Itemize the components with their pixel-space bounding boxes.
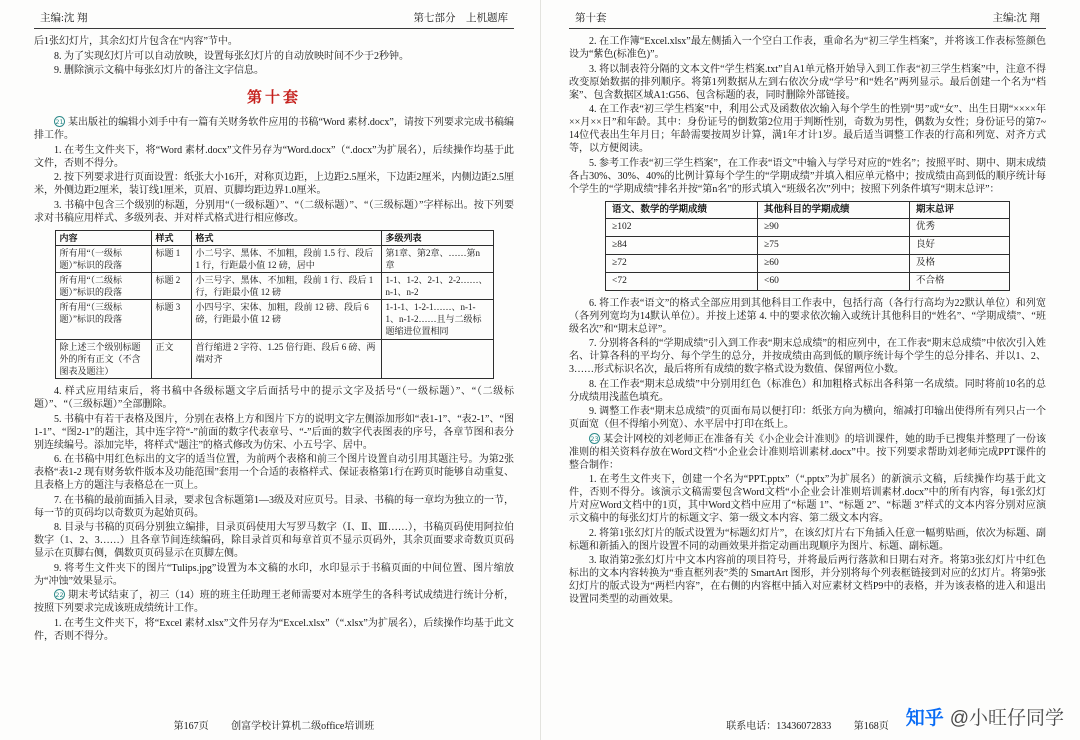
paragraph: 8. 目录与书稿的页码分别独立编排，目录页码使用大写罗马数字（Ⅰ、Ⅱ、Ⅲ……），书稿页码使用阿拉伯数字（1、2、3……）且各章节间连续编码，除目录首页和每章首页不显示页码外，其余页面要求奇数页页码显示在页脚右侧，偶数页页码显示在页脚左侧。 (34, 522, 514, 560)
table-cell: 不合格 (910, 272, 1010, 290)
table-cell: 所有用“（三级标题）”标识的段落 (55, 300, 151, 339)
table-cell (381, 339, 493, 378)
style-requirements-table (55, 230, 494, 380)
table-cell: ≥84 (606, 237, 758, 255)
table-cell: 正文 (151, 339, 191, 378)
question-23 (569, 433, 1046, 472)
table-cell: 所有用“（二级标题）”标识的段落 (55, 272, 151, 299)
table-cell: ≥72 (606, 254, 758, 272)
question-number-badge: 21 (55, 118, 64, 126)
table-row (55, 272, 493, 299)
table-cell: 小四号字、宋体、加粗，段前 12 磅、段后 6 磅，行距最小值 12 磅 (191, 300, 381, 339)
table-row (55, 300, 493, 339)
paragraph: 3. 取消第2张幻灯片中文本内容前的项目符号，并将最后两行落款和日期右对齐。将第3张幻灯片中红色标出的文本内容转换为“垂直框列表”类的 SmartArt 图形，并分别将每个列表框链接到对应的幻灯片。将第9张幻灯片的版式设为“两栏内容”，在右侧的内容框中插入对应素材文档P9中的表格，并为该表格的进入和退出设置同类型的动画效果。 (569, 555, 1046, 606)
page-right (540, 0, 1080, 740)
paragraph: 2. 将第1张幻灯片的版式设置为“标题幻灯片”，在该幻灯片右下角插入任意一幅剪贴画，依次为标题、副标题和新插入的图片设置不同的动画效果并指定动画出现顺序为图片、标题、副标题。 (569, 527, 1046, 552)
question-text: 某会计网校的刘老师正在准备有关《小企业会计准则》的培训课件，她的助手已搜集并整理了一份该准则的相关资料存放在Word文档“小企业会计准则培训素材.docx”中。按下列要求帮助刘老师完成PPT课件的整合制作： (569, 433, 1046, 471)
section-title: 第十套 (246, 89, 301, 106)
right-page-header (569, 10, 1046, 29)
grade-criteria-table (605, 201, 1010, 291)
table-header-cell: 多级列表 (381, 230, 493, 245)
table-row (606, 237, 1010, 255)
table-row (606, 254, 1010, 272)
paragraph: 8. 在工作表“期末总成绩”中分别用红色（标准色）和加粗格式标出各科第一名成绩。同时将前10名的总分成绩用浅蓝色填充。 (569, 378, 1046, 403)
table-cell: <72 (606, 272, 758, 290)
question-number-badge: 22 (55, 591, 64, 600)
table-cell: 及格 (910, 254, 1010, 272)
header-editor: 主编:沈 翔 (40, 13, 88, 24)
paragraph: 2. 在工作簿“Excel.xlsx”最左侧插入一个空白工作表，重命名为“初三学生档案”，并将该工作表标签颜色设为“紫色(标准色)”。 (569, 36, 1046, 60)
paragraph: 9. 删除演示文稿中每张幻灯片的备注文字信息。 (54, 65, 264, 76)
left-page-footer (34, 713, 514, 732)
table-header-cell: 期末总评 (910, 201, 1010, 219)
table-header-cell: 格式 (191, 230, 381, 245)
watermark (906, 703, 1064, 730)
paragraph: 1. 在考生文件夹下，创建一个名为“PPT.pptx”（“.pptx”为扩展名）的新演示文稿，后续操作均基于此文件，否则不得分。该演示文稿需要包含Word文档“小企业会计准则培训素材.docx”中的所有内容，每1张幻灯片对应Word文档中的1页，其中Word文档中应用了“标题 1”、“标题 2”、“标题 3”样式的文本内容分别对应演示文稿中的每张幻灯片的标题文字、第一级文本内容、第二级文本内容。 (569, 474, 1046, 525)
left-page-header (34, 10, 514, 29)
paragraph: 9. 调整工作表“期末总成绩”的页面布局以便打印：纸张方向为横向，缩减打印输出使得所有列只占一个页面宽（但不得缩小列宽）、水平居中打印在纸上。 (569, 406, 1046, 431)
table-cell: ≥102 (606, 219, 758, 237)
question-21 (34, 116, 514, 142)
table-row (606, 219, 1010, 237)
question-22 (34, 589, 514, 615)
table-header-cell: 样式 (151, 230, 191, 245)
footer-contact-phone: 联系电话：13436072833 (726, 721, 832, 732)
left-page-body (34, 29, 514, 713)
table-cell: 1-1、1-2、2-1、2-2……、n-1、n-2 (381, 272, 493, 299)
paragraph: 1. 在考生文件夹下，将“Excel 素材.xlsx”文件另存为“Excel.xlsx”（“.xlsx”为扩展名），后续操作均基于此文件，否则不得分。 (34, 617, 514, 642)
table-cell: 第1章、第2章、……第n章 (381, 245, 493, 272)
watermark-handle: @小旺仔同学 (949, 708, 1064, 729)
table-cell: ≥90 (758, 219, 910, 237)
paragraph: 6. 将工作表“语文”的格式全部应用到其他科目工作表中，包括行高（各行行高均为22默认单位）和列宽（各列列宽均为14默认单位）。并按上述第 4. 中的要求依次输入或统计其他科目的“姓名”、“学期成绩”、“班级名次”和“期末总评”。 (569, 297, 1046, 335)
footer-page-number: 第168页 (853, 721, 889, 732)
question-text: 某出版社的编辑小刘手中有一篇有关财务软件应用的书稿“Word 素材.docx”，请按下列要求完成书稿编排工作。 (34, 117, 514, 141)
table-cell: <60 (758, 272, 910, 290)
table-cell: ≥75 (758, 237, 910, 255)
header-section-title: 第十套 (575, 13, 607, 24)
footer-page-number: 第167页 (173, 721, 209, 732)
paragraph: 3. 书稿中包含三个级别的标题，分别用“（一级标题）”、“（二级标题）”、“（三级标题）”字样标出。按下列要求对书稿应用样式、多级列表、并对样式格式进行相应修改。 (34, 199, 514, 224)
question-number-badge: 23 (590, 434, 599, 443)
paragraph: 4. 样式应用结束后，将书稿中各级标题文字后面括号中的提示文字及括号“（一级标题）”、“（二级标题）”、“（三级标题）”全部删除。 (34, 386, 514, 411)
table-header-row (606, 201, 1010, 219)
paragraph: 8. 为了实现幻灯片可以自动放映，设置每张幻灯片的自动放映时间不少于2秒钟。 (54, 50, 409, 62)
paragraph: 6. 在书稿中用红色标出的文字的适当位置，为前两个表格和前三个图片设置自动引用其题注号。为第2张表格“表1-2 现有财务软件版本及功能范围”套用一个合适的表格样式、保证表格第1行在跨页时能够自动重复、且表格上方的题注与表格总在一页上。 (34, 454, 514, 492)
table-row (606, 272, 1010, 290)
table-row (55, 245, 493, 272)
paragraph: 3. 将以制表符分隔的文本文件“学生档案.txt”自A1单元格开始导入到工作表“初三学生档案”中，注意不得改变原始数据的排列顺序。将第1列数据从左到右依次分成“学号”和“姓名”两列显示。最后创建一个名为“档案”、包含数据区域A1:G56、包含标题的表，同时删除外部链接。 (569, 63, 1046, 101)
table-header-cell: 内容 (55, 230, 151, 245)
paragraph: 4. 在工作表“初三学生档案”中，利用公式及函数依次输入每个学生的性别“男”或“女”、出生日期“××××年××月××日”和年龄。其中：身份证号的倒数第2位用于判断性别，奇数为男性，偶数为女性；身份证号的第7~14位代表出生年月日；年龄需要按周岁计算，满1年才计1岁。最后适当调整工作表的行高和列宽、对齐方式等，以方便阅读。 (569, 104, 1046, 154)
header-part-title: 第七部分 上机题库 (413, 13, 508, 24)
table-cell: 标题 1 (151, 245, 191, 272)
table-cell: 1-1-1、1-2-1……、n-1-1、n-1-2……且与二级标题缩进位置相同 (381, 300, 493, 339)
table-cell: 除上述三个级别标题外的所有正文（不含图表及题注） (55, 339, 151, 378)
paragraph: 2. 按下列要求进行页面设置：纸张大小16开，对称页边距，上边距2.5厘米，下边距2厘米，内侧边距2.5厘米，外侧边距2厘米，装订线1厘米，页眉、页脚均距边界1.0厘米。 (34, 172, 514, 196)
table-cell: 标题 2 (151, 272, 191, 299)
table-cell: 所有用“（一级标题）”标识的段落 (55, 245, 151, 272)
table-header-cell: 其他科目的学期成绩 (758, 201, 910, 219)
table-row (55, 339, 493, 378)
footer-school-label: 创富学校计算机二级office培训班 (231, 721, 375, 732)
table-cell: ≥60 (758, 254, 910, 272)
table-cell: 首行缩进 2 字符、1.25 倍行距、段后 6 磅、两端对齐 (191, 339, 381, 378)
zhihu-logo: 知乎 (905, 708, 944, 729)
header-editor: 主编:沈 翔 (992, 13, 1040, 24)
table-cell: 标题 3 (151, 300, 191, 339)
paragraph: 5. 参考工作表“初三学生档案”，在工作表“语文”中输入与学号对应的“姓名”；按照平时、期中、期末成绩各占30%、30%、40%的比例计算每个学生的“学期成绩”并填入相应单元格中；按成绩由高到低的顺序统计每个学生的“学期成绩”排名并按“第n名”的形式填入“班级名次”列中；按照下列条件填写“期末总评”： (569, 157, 1046, 195)
paragraph: 5. 书稿中有若干表格及图片，分别在表格上方和图片下方的说明文字左侧添加形如“表1-1”、“表2-1”、“图1-1”、“图2-1”的题注，其中连字符“-”前面的数字代表章号、“-”后面的数字代表图表的序号，各章节图和表分别连续编号。添加完毕，将样式“题注”的格式修改为仿宋、小五号字、居中。 (34, 413, 514, 451)
table-cell: 小三号字、黑体、不加粗，段前 1 行、段后 1 行，行距最小值 12 磅 (191, 272, 381, 299)
table-cell: 优秀 (910, 219, 1010, 237)
table-header-cell: 语文、数学的学期成绩 (606, 201, 758, 219)
table-cell: 小二号字、黑体、不加粗，段前 1.5 行、段后 1 行，行距最小值 12 磅，居中 (191, 245, 381, 272)
right-page-body (569, 29, 1046, 713)
paragraph: 7. 分别将各科的“学期成绩”引入到工作表“期末总成绩”的相应列中，在工作表“期末总成绩”中依次引入姓名、计算各科的平均分、每个学生的总分，并按成绩由高到低的顺序统计每个学生的总分排名、并以1、2、3……形式标识名次，最后将所有成绩的数字格式设为数值、保留两位小数。 (569, 338, 1046, 376)
paragraph: 1. 在考生文件夹下，将“Word 素材.docx”文件另存为“Word.docx”（“.docx”为扩展名），后续操作均基于此文件，否则不得分。 (34, 144, 514, 169)
paragraph: 9. 将考生文件夹下的图片“Tulips.jpg”设置为本文稿的水印，水印显示于书稿页面的中间位置、图片缩放为“冲蚀”效果显示。 (34, 562, 514, 587)
table-header-row (55, 230, 493, 245)
table-cell: 良好 (910, 237, 1010, 255)
paragraph: 后1张幻灯片，其余幻灯片包含在“内容”节中。 (34, 36, 238, 47)
paragraph: 7. 在书稿的最前面插入目录，要求包含标题第1—3级及对应页号。目录、书稿的每一章均为独立的一节，每一节的页码均以奇数页为起始页码。 (34, 494, 514, 519)
question-text: 期末考试结束了，初三（14）班的班主任助理王老师需要对本班学生的各科考试成绩进行统计分析，按照下列要求完成该班成绩统计工作。 (34, 590, 514, 615)
